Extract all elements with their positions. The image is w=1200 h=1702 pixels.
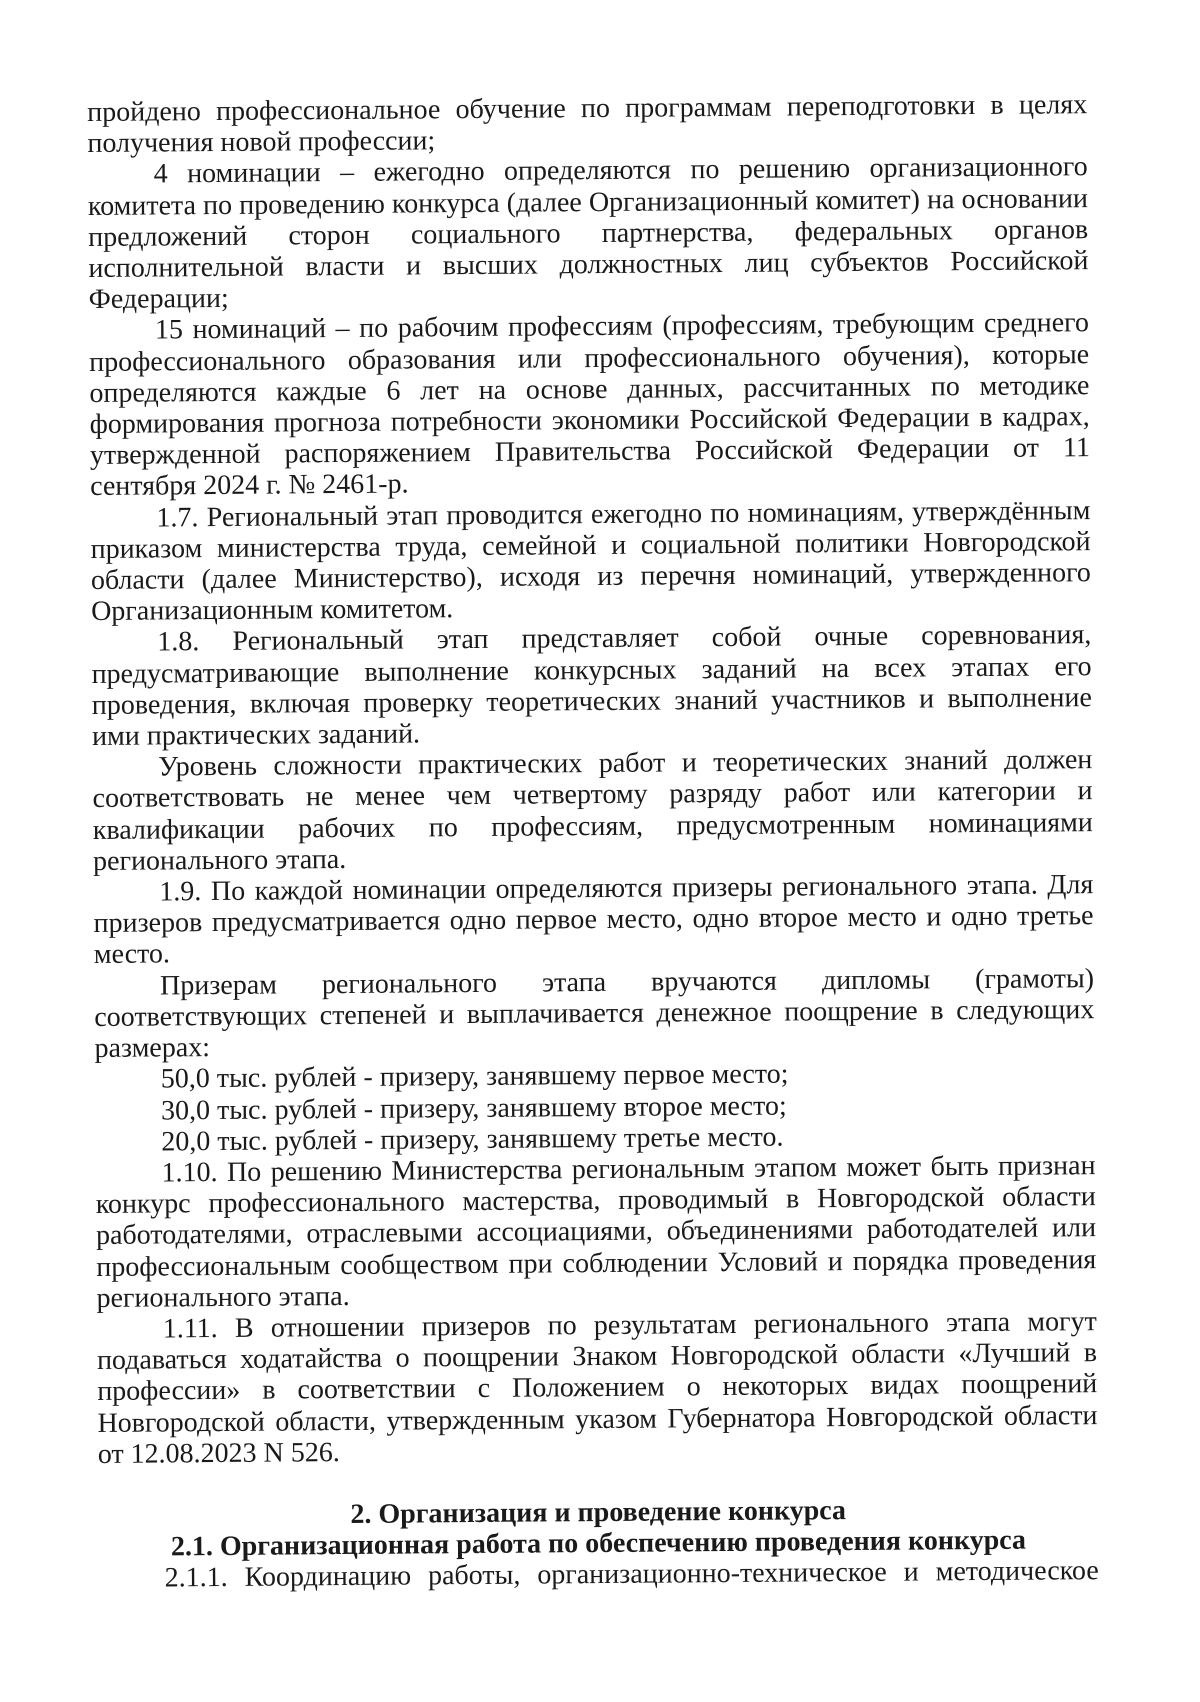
paragraph-1-10: 1.10. По решению Министерства региональным этапом может быть признан конкурс профессионального мастерства, проводимый в Новгородской области работодателями, отраслевыми ассоциациями, объединениями работодателей или профессиональным сообществом при соблюдении Условий и порядка проведения регионального этапа. [95, 1150, 1097, 1314]
paragraph-1-9: 1.9. По каждой номинации определяются призеры регионального этапа. Для призеров предусматривается одно первое место, одно второе место и одно третье место. [93, 869, 1094, 971]
subsection-heading: 2.1. Организационная работа по обеспечению проведения конкурса [170, 1524, 1027, 1563]
paragraph-1-8: 1.8. Региональный этап представляет собой очные соревнования, предусматривающие выполнение конкурсных заданий на всех этапах его проведения, включая проверку теоретических знаний участников и выполнение ими практических заданий. [91, 619, 1092, 753]
paragraph-complexity-level: Уровень сложности практических работ и теоретических знаний должен соответствовать не менее чем четвертому разряду работ или категории и квалификации рабочих по профессиям, предусмотренным номинациями регионального этапа. [92, 744, 1093, 877]
prize-first-place: 50,0 тыс. рублей - призеру, занявшему первое место; [160, 1058, 789, 1095]
paragraph-4-nominations: 4 номинации – ежегодно определяются по решению организационного комитета по проведению конкурса (далее Организационный комитет) на основании предложений сторон социального партнерства, федеральных органов исполнительной власти и высших должностных лиц субъектов Российской Федерации; [87, 151, 1089, 316]
paragraph-15-nominations: 15 номинаций – по рабочим профессиям (профессиям, требующим среднего профессионального образования или профессионального обучения), которые определяются каждые 6 лет на основе данных, рассчитанных по методике формирования прогноза потребности экономики Российской Федерации в кадрах, утвержденной распоряжением Правительства Российской Федерации от 11 сентября 2024 г. № 2461-р. [89, 307, 1090, 503]
paragraph-1-11: 1.11. В отношении призеров по результатам регионального этапа могут подаваться ходатайства о поощрении Знаком Новгородской области «Лучший в профессии» в соответствии с Положением о некоторых видах поощрений Новгородской области, утвержденным указом Губернатора Новгородской области от 12.08.2023 N 526. [96, 1306, 1098, 1470]
document-body [87, 89, 1099, 1594]
prize-third-place: 20,0 тыс. рублей - призеру, занявшему третье место. [161, 1121, 784, 1158]
prize-second-place: 30,0 тыс. рублей - призеру, занявшему второе место; [160, 1090, 787, 1126]
paragraph-2-1-1: 2.1.1. Координацию работы, организационно-техническое и методическое [164, 1555, 1099, 1594]
paragraph-continuation: пройдено профессиональное обучение по программам переподготовки в целях получения новой профессии; [87, 89, 1088, 160]
paragraph-prize-awards: Призерам регионального этапа вручаются дипломы (грамоты) соответствующих степеней и выплачивается денежное поощрение в следующих размерах: [94, 962, 1095, 1065]
section-heading: 2. Организация и проведение конкурса [350, 1495, 847, 1530]
paragraph-1-7: 1.7. Региональный этап проводится ежегодно по номинациям, утверждённым приказом министерства труда, семейной и социальной политики Новгородской области (далее Министерство), исходя из перечня номинаций, утвержденного Организационным комитетом. [90, 494, 1091, 628]
